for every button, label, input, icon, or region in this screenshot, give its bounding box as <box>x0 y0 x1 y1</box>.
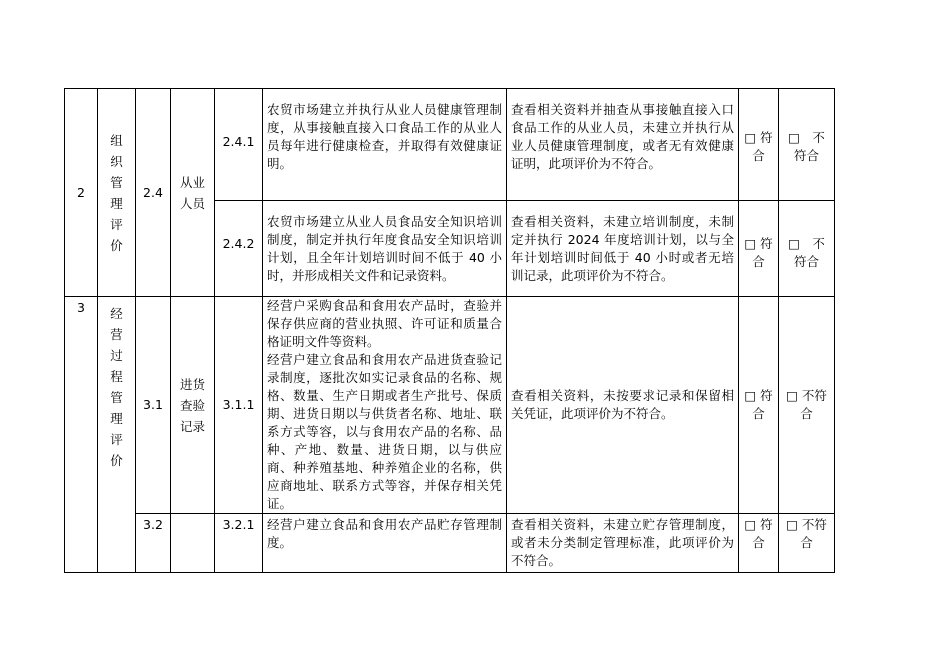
requirement-paragraph: 经营户建立食品和食用农产品进货查验记录制度，逐批次如实记录食品的名称、规格、数量、生产日期或者生产批号、保质期、进货日期以与供货者名称、地址、联系方式等容，以与食用农产品的名称、品种、产地、数量、进货日期，以与供应商、种养殖基地、种养殖企业的名称，供应商地址、联系方式等容，并保存相关凭证。 <box>267 352 502 511</box>
nonconform-checkbox[interactable]: □ 不符合 <box>779 201 835 297</box>
item-number: 2.4.1 <box>215 89 263 201</box>
check-method-text: 查看相关资料，未按要求记录和保留相关凭证，此项评价为不符合。 <box>507 297 739 514</box>
conform-checkbox[interactable]: □ 符合 <box>739 514 779 573</box>
requirement-text <box>263 297 507 514</box>
nonconform-checkbox[interactable]: □ 不符合 <box>779 89 835 201</box>
category-label: 组织管理评价 <box>110 132 123 253</box>
item-number: 3.1.1 <box>215 297 263 514</box>
nonconform-checkbox[interactable]: □ 不符合 <box>779 297 835 514</box>
sub-name <box>171 297 215 514</box>
check-method-text: 查看相关资料，未建立贮存管理制度，或者未分类制定管理标准，此项评价为不符合。 <box>507 514 739 573</box>
evaluation-table <box>64 88 835 573</box>
table-row <box>65 514 835 573</box>
sub-number: 3.2 <box>136 514 171 573</box>
sub-name-label: 从业人员 <box>179 174 205 211</box>
item-number: 3.2.1 <box>215 514 263 573</box>
requirement-text: 经营户建立食品和食用农产品贮存管理制度。 <box>263 514 507 573</box>
requirement-paragraph: 经营户采购食品和食用农产品时，查验并保存供应商的营业执照、许可证和质量合格证明文件等资料。 <box>267 298 502 349</box>
section-category <box>98 89 136 297</box>
check-method-text: 查看相关资料并抽查从事接触直接入口食品工作的从业人员，未建立并执行从业人员健康管理制度，或者无有效健康证明，此项评价为不符合。 <box>507 89 739 201</box>
sub-number: 2.4 <box>136 89 171 297</box>
conform-checkbox[interactable]: □ 符合 <box>739 89 779 201</box>
section-category <box>98 297 136 573</box>
conform-checkbox[interactable]: □ 符合 <box>739 201 779 297</box>
category-label: 经营过程管理评价 <box>110 306 123 468</box>
sub-name <box>171 89 215 297</box>
sub-name <box>171 514 215 573</box>
sub-number: 3.1 <box>136 297 171 514</box>
requirement-text: 农贸市场建立并执行从业人员健康管理制度，从事接触直接入口食品工作的从业人员每年进行健康检查，并取得有效健康证明。 <box>263 89 507 201</box>
section-number: 2 <box>65 89 98 297</box>
nonconform-checkbox[interactable]: □ 不符合 <box>779 514 835 573</box>
table-row <box>65 89 835 201</box>
conform-checkbox[interactable]: □ 符合 <box>739 297 779 514</box>
section-number: 3 <box>65 297 98 573</box>
sub-name-label: 进货查验记录 <box>179 376 205 434</box>
table-row <box>65 297 835 514</box>
item-number: 2.4.2 <box>215 201 263 297</box>
check-method-text: 查看相关资料，未建立培训制度，未制定并执行 2024 年度培训计划，以与全年计划培训时间低于 40 小时或者无培训记录，此项评价为不符合。 <box>507 201 739 297</box>
requirement-text: 农贸市场建立从业人员食品安全知识培训制度，制定并执行年度食品安全知识培训计划，且全年计划培训时间不低于 40 小时，并形成相关文件和记录资料。 <box>263 201 507 297</box>
